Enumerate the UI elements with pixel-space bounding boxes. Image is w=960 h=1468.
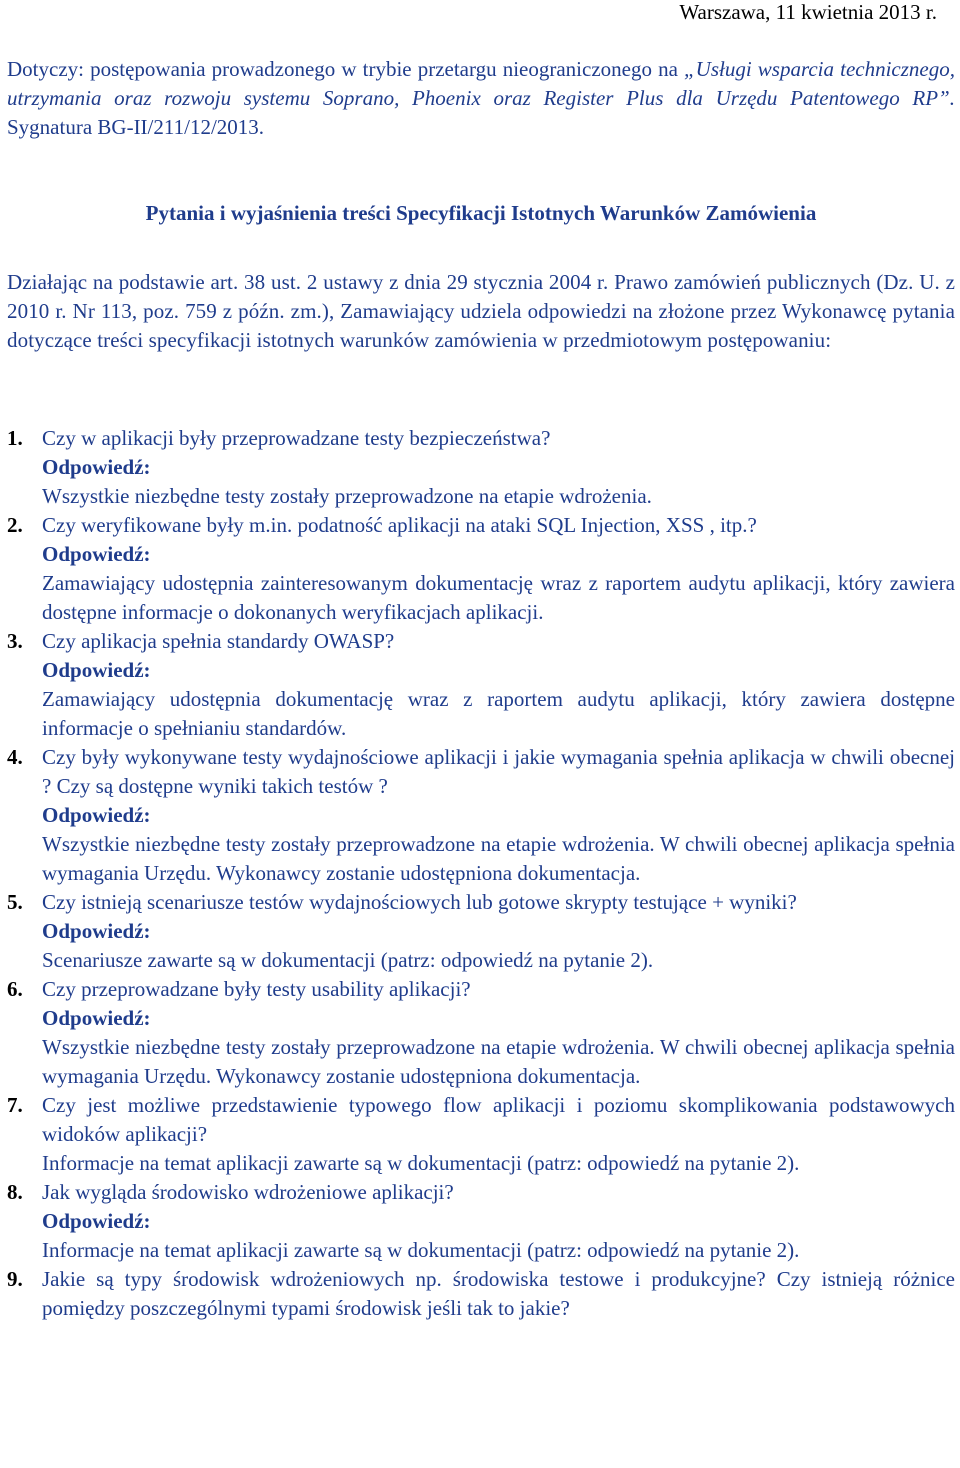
subject-paragraph (7, 55, 955, 142)
qa-item-2 (7, 511, 955, 627)
item-number: 7. (7, 1093, 23, 1117)
answer-text: Zamawiający udostępnia zainteresowanym dokumentację wraz z raportem audytu aplikacji, który zawiera dostępne informacje o dokonanych weryfikacjach aplikacji. (42, 571, 955, 624)
document-title: Pytania i wyjaśnienia treści Specyfikacji Istotnych Warunków Zamówienia (145, 201, 817, 225)
qa-item-8 (7, 1178, 955, 1265)
answer-label: Odpowiedź: (42, 1209, 151, 1233)
question-text: Czy aplikacja spełnia standardy OWASP? (42, 629, 395, 653)
answer-text: Informacje na temat aplikacji zawarte są w dokumentacji (patrz: odpowiedź na pytanie 2). (42, 1238, 800, 1262)
answer-label: Odpowiedź: (42, 658, 151, 682)
question-text: Czy weryfikowane były m.in. podatność aplikacji na ataki SQL Injection, XSS , itp.? (42, 513, 757, 537)
item-number: 9. (7, 1267, 23, 1291)
answer-text: Scenariusze zawarte są w dokumentacji (patrz: odpowiedź na pytanie 2). (42, 948, 654, 972)
answer-label: Odpowiedź: (42, 803, 151, 827)
subject-prefix: Dotyczy: postępowania prowadzonego w trybie przetargu nieograniczonego na (7, 57, 684, 81)
answer-label: Odpowiedź: (42, 542, 151, 566)
item-number: 5. (7, 890, 23, 914)
qa-list (7, 424, 955, 1323)
answer-text: Wszystkie niezbędne testy zostały przeprowadzone na etapie wdrożenia. (42, 484, 652, 508)
question-text: Czy były wykonywane testy wydajnościowe aplikacji i jakie wymagania spełnia aplikacja w chwili obecnej ? Czy są dostępne wyniki takich testów ? (42, 745, 955, 798)
question-text: Czy istnieją scenariusze testów wydajnościowych lub gotowe skrypty testujące + wyniki? (42, 890, 797, 914)
item-number: 3. (7, 629, 23, 653)
qa-item-4 (7, 743, 955, 888)
subject-suffix: Sygnatura BG-II/211/12/2013. (7, 115, 265, 139)
item-number: 8. (7, 1180, 23, 1204)
item-number: 6. (7, 977, 23, 1001)
qa-item-9 (7, 1265, 955, 1323)
item-number: 2. (7, 513, 23, 537)
qa-item-5 (7, 888, 955, 975)
question-text: Czy w aplikacji były przeprowadzane testy bezpieczeństwa? (42, 426, 551, 450)
question-text: Czy jest możliwe przedstawienie typowego flow aplikacji i poziomu skomplikowania podstawowych widoków aplikacji? (42, 1093, 955, 1146)
subject-italic: „Usługi wsparcia technicznego, utrzymania oraz rozwoju systemu Soprano, Phoenix oraz Register Plus dla Urzędu Patentowego RP”. (7, 57, 955, 110)
item-number: 4. (7, 745, 23, 769)
question-text: Jak wygląda środowisko wdrożeniowe aplikacji? (42, 1180, 454, 1204)
answer-label: Odpowiedź: (42, 919, 151, 943)
item-number: 1. (7, 426, 23, 450)
answer-label: Odpowiedź: (42, 1006, 151, 1030)
document-date: Warszawa, 11 kwietnia 2013 r. (679, 0, 937, 24)
answer-text: Zamawiający udostępnia dokumentację wraz z raportem audytu aplikacji, który zawiera dostępne informacje o spełnianiu standardów. (42, 687, 955, 740)
qa-item-1 (7, 424, 955, 511)
answer-text: Wszystkie niezbędne testy zostały przeprowadzone na etapie wdrożenia. W chwili obecnej aplikacja spełnia wymagania Urzędu. Wykonawcy zostanie udostępniona dokumentacja. (42, 832, 955, 885)
answer-text: Wszystkie niezbędne testy zostały przeprowadzone na etapie wdrożenia. W chwili obecnej aplikacja spełnia wymagania Urzędu. Wykonawcy zostanie udostępniona dokumentacja. (42, 1035, 955, 1088)
intro-paragraph: Działając na podstawie art. 38 ust. 2 ustawy z dnia 29 stycznia 2004 r. Prawo zamówień publicznych (Dz. U. z 2010 r. Nr 113, poz. 759 z późn. zm.), Zamawiający udziela odpowiedzi na złożone przez Wykonawcę pytania dotyczące treści specyfikacji istotnych warunków zamówienia w przedmiotowym postępowaniu: (7, 270, 955, 352)
qa-item-7 (7, 1091, 955, 1178)
qa-item-3 (7, 627, 955, 743)
qa-item-6 (7, 975, 955, 1091)
answer-label: Odpowiedź: (42, 455, 151, 479)
question-text: Jakie są typy środowisk wdrożeniowych np. środowiska testowe i produkcyjne? Czy istnieją różnice pomiędzy poszczególnymi typami środowisk jeśli tak to jakie? (42, 1267, 955, 1320)
answer-text: Informacje na temat aplikacji zawarte są w dokumentacji (patrz: odpowiedź na pytanie 2). (42, 1151, 800, 1175)
question-text: Czy przeprowadzane były testy usability aplikacji? (42, 977, 471, 1001)
